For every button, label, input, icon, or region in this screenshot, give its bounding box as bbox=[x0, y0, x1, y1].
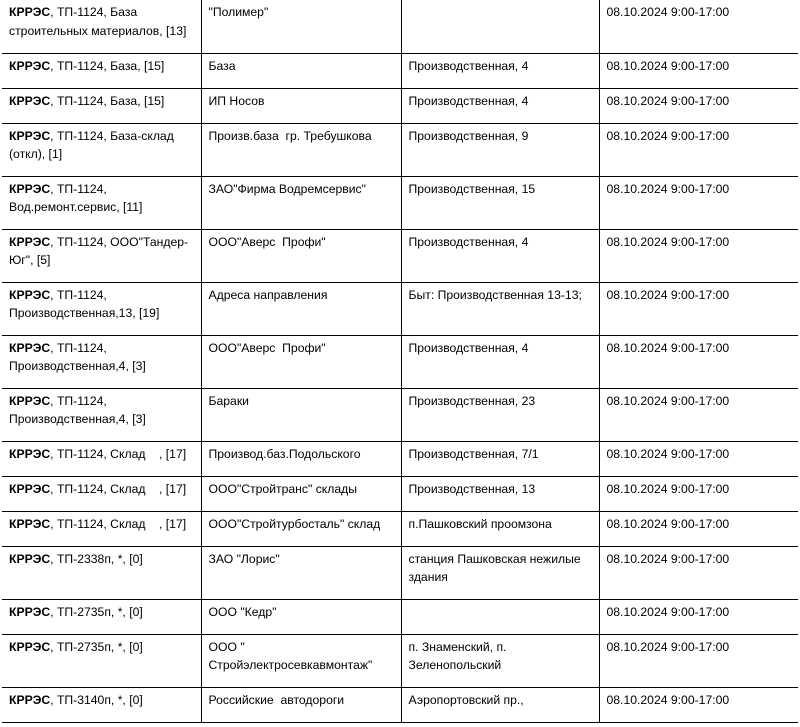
consumer-cell: Произв.база гр. Требушкова bbox=[201, 123, 401, 176]
feeder-cell bbox=[2, 0, 201, 53]
address-cell: Аэропортовский пр., bbox=[401, 687, 599, 722]
table-row bbox=[2, 441, 798, 476]
feeder-cell bbox=[2, 53, 201, 88]
table-row bbox=[2, 599, 798, 634]
feeder-cell bbox=[2, 123, 201, 176]
table-row bbox=[2, 546, 798, 599]
org-label: КРРЭС bbox=[9, 58, 51, 73]
org-label: КРРЭС bbox=[9, 128, 51, 143]
org-label: КРРЭС bbox=[9, 234, 51, 249]
feeder-text: , ТП-2338п, *, [0] bbox=[50, 551, 143, 566]
feeder-text: , ТП-1124, База, [15] bbox=[50, 93, 165, 108]
org-label: КРРЭС bbox=[9, 393, 51, 408]
feeder-text: , ТП-1124, Вод.ремонт.сервис, [11] bbox=[9, 181, 143, 214]
org-label: КРРЭС bbox=[9, 639, 51, 654]
feeder-cell bbox=[2, 229, 201, 282]
time-cell: 08.10.2024 9:00-17:00 bbox=[599, 476, 798, 511]
time-cell: 08.10.2024 9:00-17:00 bbox=[599, 388, 798, 441]
org-label: КРРЭС bbox=[9, 446, 51, 461]
consumer-cell: ООО"Стройтурбосталь" склад bbox=[201, 511, 401, 546]
address-cell bbox=[401, 599, 599, 634]
feeder-text: , ТП-1124, Склад , [17] bbox=[50, 446, 187, 461]
time-cell: 08.10.2024 9:00-17:00 bbox=[599, 546, 798, 599]
time-cell: 08.10.2024 9:00-17:00 bbox=[599, 511, 798, 546]
feeder-cell bbox=[2, 335, 201, 388]
table-row bbox=[2, 0, 798, 53]
consumer-cell: База bbox=[201, 53, 401, 88]
time-cell: 08.10.2024 9:00-17:00 bbox=[599, 599, 798, 634]
feeder-cell bbox=[2, 176, 201, 229]
feeder-cell bbox=[2, 687, 201, 722]
org-label: КРРЭС bbox=[9, 516, 51, 531]
time-cell: 08.10.2024 9:00-17:00 bbox=[599, 335, 798, 388]
time-cell: 08.10.2024 9:00-17:00 bbox=[599, 0, 798, 53]
feeder-text: , ТП-1124, База-склад (откл), [1] bbox=[9, 128, 178, 161]
feeder-text: , ТП-1124, База строительных материалов, [13] bbox=[9, 5, 187, 38]
consumer-cell: ЗАО "Лорис" bbox=[201, 546, 401, 599]
address-cell: Быт: Производственная 13-13; bbox=[401, 282, 599, 335]
address-cell: п.Пашковский проомзона bbox=[401, 511, 599, 546]
org-label: КРРЭС bbox=[9, 287, 51, 302]
feeder-text: , ТП-1124, Производственная,4, [3] bbox=[9, 340, 146, 373]
consumer-cell: ООО " Стройэлектросевкавмонтаж" bbox=[201, 634, 401, 687]
feeder-text: , ТП-3140п, *, [0] bbox=[50, 692, 143, 707]
feeder-cell bbox=[2, 88, 201, 123]
feeder-cell bbox=[2, 476, 201, 511]
table-row bbox=[2, 88, 798, 123]
time-cell: 08.10.2024 9:00-17:00 bbox=[599, 88, 798, 123]
feeder-cell bbox=[2, 634, 201, 687]
org-label: КРРЭС bbox=[9, 181, 51, 196]
org-label: КРРЭС bbox=[9, 481, 51, 496]
feeder-cell bbox=[2, 441, 201, 476]
feeder-text: , ТП-1124, Производственная,13, [19] bbox=[9, 287, 160, 320]
consumer-cell: ООО"Аверс Профи" bbox=[201, 229, 401, 282]
time-cell: 08.10.2024 9:00-17:00 bbox=[599, 634, 798, 687]
address-cell: Производственная, 4 bbox=[401, 88, 599, 123]
table-row bbox=[2, 388, 798, 441]
table-row bbox=[2, 176, 798, 229]
address-cell: Производственная, 4 bbox=[401, 335, 599, 388]
time-cell: 08.10.2024 9:00-17:00 bbox=[599, 123, 798, 176]
feeder-text: , ТП-1124, База, [15] bbox=[50, 58, 165, 73]
table-row bbox=[2, 335, 798, 388]
table-row bbox=[2, 53, 798, 88]
consumer-cell: Бараки bbox=[201, 388, 401, 441]
time-cell: 08.10.2024 9:00-17:00 bbox=[599, 441, 798, 476]
outage-table bbox=[2, 0, 798, 723]
feeder-cell bbox=[2, 388, 201, 441]
org-label: КРРЭС bbox=[9, 93, 51, 108]
time-cell: 08.10.2024 9:00-17:00 bbox=[599, 687, 798, 722]
consumer-cell: ООО"Аверс Профи" bbox=[201, 335, 401, 388]
table-row bbox=[2, 282, 798, 335]
org-label: КРРЭС bbox=[9, 692, 51, 707]
table-row bbox=[2, 476, 798, 511]
feeder-cell bbox=[2, 511, 201, 546]
time-cell: 08.10.2024 9:00-17:00 bbox=[599, 282, 798, 335]
feeder-cell bbox=[2, 546, 201, 599]
address-cell: Производственная, 23 bbox=[401, 388, 599, 441]
consumer-cell: ООО"Стройтранс" склады bbox=[201, 476, 401, 511]
address-cell: Производственная, 4 bbox=[401, 229, 599, 282]
address-cell: Производственная, 13 bbox=[401, 476, 599, 511]
table-row bbox=[2, 511, 798, 546]
address-cell: Производственная, 15 bbox=[401, 176, 599, 229]
org-label: КРРЭС bbox=[9, 340, 51, 355]
table-row bbox=[2, 123, 798, 176]
time-cell: 08.10.2024 9:00-17:00 bbox=[599, 229, 798, 282]
consumer-cell: ЗАО"Фирма Водремсервис" bbox=[201, 176, 401, 229]
consumer-cell: ИП Носов bbox=[201, 88, 401, 123]
feeder-text: , ТП-2735п, *, [0] bbox=[50, 639, 143, 654]
feeder-cell bbox=[2, 282, 201, 335]
org-label: КРРЭС bbox=[9, 5, 51, 19]
time-cell: 08.10.2024 9:00-17:00 bbox=[599, 53, 798, 88]
feeder-text: , ТП-1124, Производственная,4, [3] bbox=[9, 393, 146, 426]
feeder-cell bbox=[2, 599, 201, 634]
feeder-text: , ТП-1124, Склад , [17] bbox=[50, 516, 187, 531]
address-cell bbox=[401, 0, 599, 53]
org-label: КРРЭС bbox=[9, 551, 51, 566]
consumer-cell: Российские автодороги bbox=[201, 687, 401, 722]
table-row bbox=[2, 229, 798, 282]
feeder-text: , ТП-1124, ООО"Тандер-Юг", [5] bbox=[9, 234, 189, 267]
feeder-text: , ТП-1124, Склад , [17] bbox=[50, 481, 187, 496]
consumer-cell: "Полимер" bbox=[201, 0, 401, 53]
consumer-cell: Производ.баз.Подольского bbox=[201, 441, 401, 476]
feeder-text: , ТП-2735п, *, [0] bbox=[50, 604, 143, 619]
table-row bbox=[2, 634, 798, 687]
address-cell: Производственная, 7/1 bbox=[401, 441, 599, 476]
org-label: КРРЭС bbox=[9, 604, 51, 619]
consumer-cell: ООО "Кедр" bbox=[201, 599, 401, 634]
table-row bbox=[2, 687, 798, 722]
consumer-cell: Адреса направления bbox=[201, 282, 401, 335]
time-cell: 08.10.2024 9:00-17:00 bbox=[599, 176, 798, 229]
address-cell: станция Пашковская нежилые здания bbox=[401, 546, 599, 599]
address-cell: п. Знаменский, п. Зеленопольский bbox=[401, 634, 599, 687]
address-cell: Производственная, 4 bbox=[401, 53, 599, 88]
address-cell: Производственная, 9 bbox=[401, 123, 599, 176]
